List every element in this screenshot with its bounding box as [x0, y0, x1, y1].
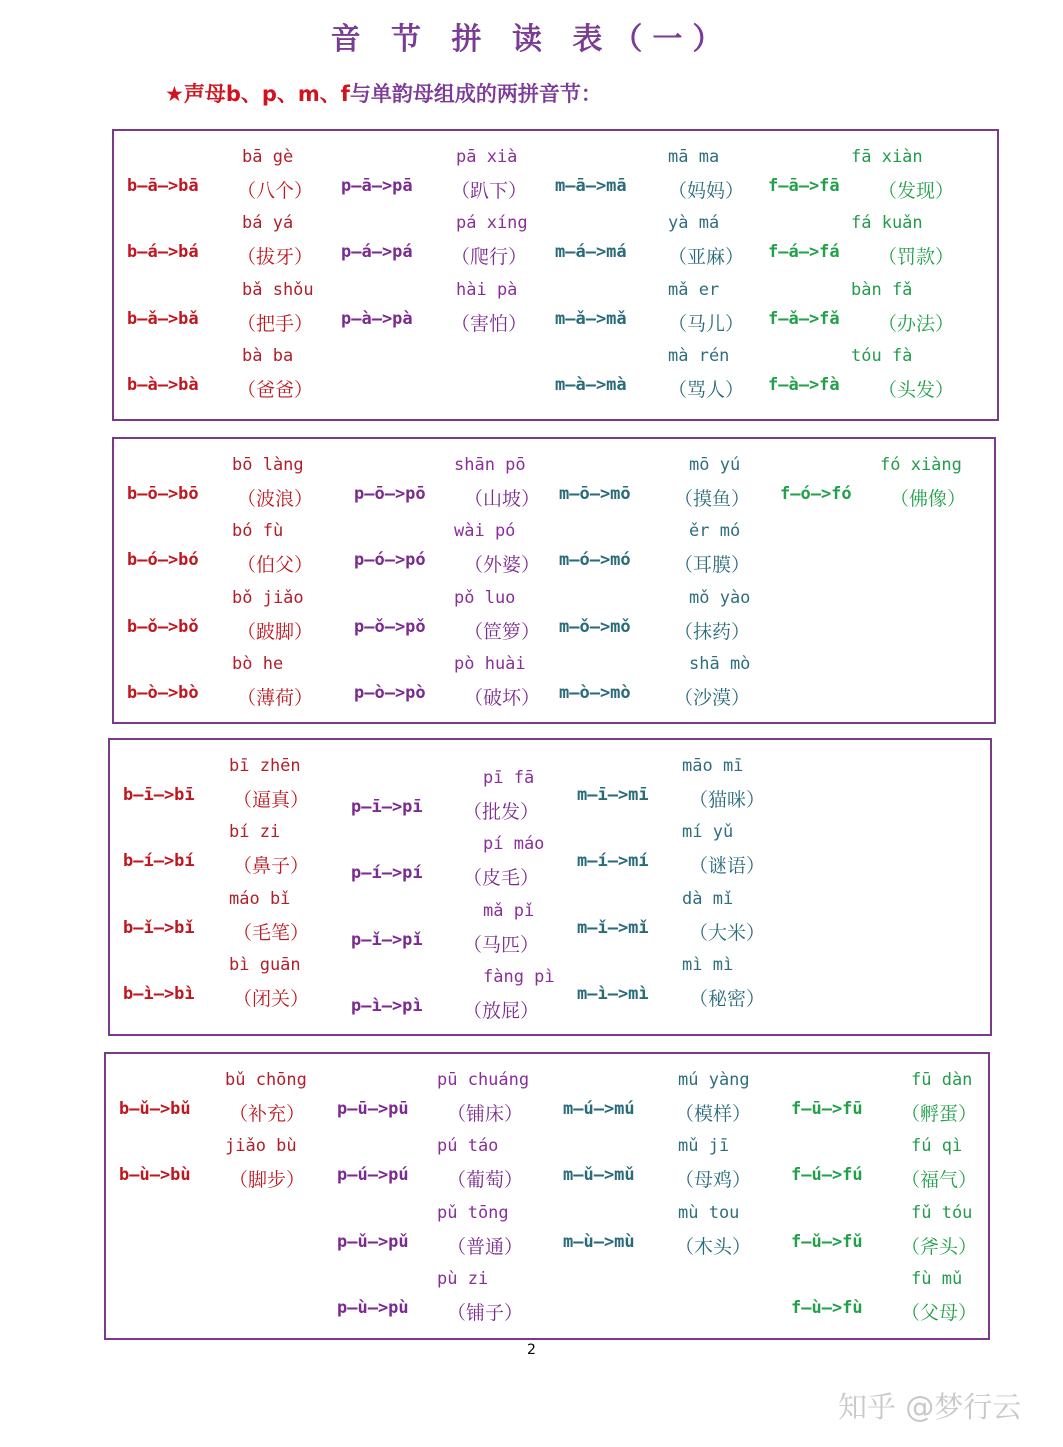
chinese-word: （趴下）: [451, 180, 528, 202]
chinese-word: （模样）: [675, 1103, 752, 1125]
spelling-formula: m—ǎ—>mǎ: [555, 308, 627, 329]
spelling-formula: p—ǐ—>pǐ: [351, 929, 423, 950]
chinese-word: （木头）: [675, 1235, 752, 1258]
chinese-word: （孵蛋）: [901, 1103, 978, 1125]
spelling-formula: m—í—>mí: [577, 851, 649, 872]
chinese-word: （毛笔）: [233, 921, 310, 944]
chinese-word: （八个）: [237, 180, 314, 202]
pinyin-word: pò huài: [454, 653, 526, 674]
pinyin-word: bàn fǎ: [851, 279, 913, 300]
spelling-formula: b—ì—>bì: [123, 983, 195, 1004]
pinyin-word: fú qì: [911, 1136, 963, 1157]
pinyin-word: wài pó: [454, 521, 516, 542]
section-heading-text: 与单韵母组成的两拼音节：: [349, 82, 602, 106]
chinese-word: （谜语）: [689, 855, 766, 878]
chinese-word: （皮毛）: [463, 867, 540, 890]
spelling-formula: m—ō—>mō: [559, 484, 631, 504]
pinyin-word: shān pō: [454, 455, 526, 475]
pinyin-word: bó fù: [232, 521, 284, 542]
chinese-word: （骂人）: [668, 378, 745, 401]
spelling-formula: b—ā—>bā: [127, 176, 199, 196]
syllable-table-4: [104, 1052, 990, 1340]
pinyin-word: fū dàn: [911, 1070, 973, 1090]
chinese-word: （福气）: [901, 1169, 978, 1192]
chinese-word: （铺子）: [447, 1301, 524, 1324]
spelling-formula: p—ò—>pò: [354, 682, 426, 703]
spelling-formula: b—ǎ—>bǎ: [127, 308, 199, 329]
chinese-word: （批发）: [463, 801, 540, 823]
pinyin-word: mō yú: [689, 455, 741, 475]
spelling-formula: f—ó—>fó: [780, 484, 852, 504]
spelling-formula: m—ǒ—>mǒ: [559, 616, 631, 637]
pinyin-word: fàng pì: [483, 966, 555, 987]
pinyin-word: yà má: [668, 213, 720, 234]
spelling-formula: m—ǔ—>mǔ: [563, 1165, 635, 1186]
chinese-word: （把手）: [237, 312, 314, 335]
spelling-formula: f—ǔ—>fǔ: [791, 1231, 863, 1252]
pinyin-word: fǔ tóu: [911, 1202, 973, 1223]
spelling-formula: m—à—>mà: [555, 374, 627, 395]
chinese-word: （亚麻）: [668, 246, 745, 269]
pinyin-word: mì mì: [682, 954, 734, 975]
chinese-word: （罚款）: [878, 246, 955, 269]
page-title: 音 节 拼 读 表（一）: [330, 22, 733, 57]
chinese-word: （补充）: [229, 1103, 306, 1125]
chinese-word: （脚步）: [229, 1169, 306, 1192]
pinyin-word: bō làng: [232, 455, 304, 475]
spelling-formula: b—ù—>bù: [119, 1165, 191, 1186]
pinyin-word: mā ma: [668, 147, 720, 167]
pinyin-word: bī zhēn: [229, 756, 301, 776]
chinese-word: （外婆）: [464, 554, 541, 577]
pinyin-word: pǒ luo: [454, 587, 516, 608]
spelling-formula: p—á—>pá: [341, 242, 413, 263]
chinese-word: （山坡）: [464, 488, 541, 510]
section-heading: [165, 78, 602, 108]
pinyin-word: mǔ jī: [678, 1136, 730, 1157]
spelling-formula: m—ī—>mī: [577, 785, 649, 805]
pinyin-word: mí yǔ: [682, 822, 734, 843]
chinese-word: （铺床）: [447, 1103, 524, 1125]
chinese-word: （秘密）: [689, 987, 766, 1010]
pinyin-word: fā xiàn: [851, 147, 923, 167]
spelling-formula: b—ò—>bò: [127, 682, 199, 703]
pinyin-word: pí máo: [483, 834, 545, 855]
spelling-formula: b—ō—>bō: [127, 484, 199, 504]
pinyin-word: pǔ tōng: [437, 1202, 509, 1223]
pinyin-word: bǒ jiǎo: [232, 587, 304, 608]
chinese-word: （抹药）: [674, 620, 751, 643]
chinese-word: （大米）: [689, 921, 766, 944]
spelling-formula: p—ǔ—>pǔ: [337, 1231, 409, 1252]
chinese-word: （跛脚）: [237, 620, 314, 643]
pinyin-word: jiǎo bù: [225, 1136, 297, 1157]
pinyin-word: bì guān: [229, 954, 301, 975]
chinese-word: （耳膜）: [674, 554, 751, 577]
syllable-table-2: [112, 437, 996, 724]
pinyin-word: dà mǐ: [682, 888, 734, 909]
pinyin-word: mǒ yào: [689, 587, 751, 608]
pinyin-word: hài pà: [456, 279, 518, 300]
chinese-word: （父母）: [901, 1301, 978, 1324]
spelling-formula: m—ó—>mó: [559, 550, 631, 571]
chinese-word: （闭关）: [233, 987, 310, 1010]
section-heading-initials: ★声母b、p、m、f: [165, 82, 350, 106]
chinese-word: （马儿）: [668, 312, 745, 335]
chinese-word: （沙漠）: [674, 686, 751, 709]
spelling-formula: b—ǒ—>bǒ: [127, 616, 199, 637]
spelling-formula: f—ú—>fú: [791, 1165, 863, 1186]
chinese-word: （普通）: [447, 1235, 524, 1258]
pinyin-word: pù zi: [437, 1268, 489, 1289]
spelling-formula: b—ó—>bó: [127, 550, 199, 571]
pinyin-word: máo bǐ: [229, 888, 291, 909]
spelling-formula: b—à—>bà: [127, 374, 199, 395]
spelling-formula: p—ā—>pā: [341, 176, 413, 196]
spelling-formula: b—ǐ—>bǐ: [123, 917, 195, 938]
pinyin-word: bǔ chōng: [225, 1070, 307, 1090]
chinese-word: （笸箩）: [464, 620, 541, 643]
chinese-word: （放屁）: [463, 999, 540, 1022]
spelling-formula: b—á—>bá: [127, 242, 199, 263]
spelling-formula: f—ā—>fā: [768, 176, 840, 196]
spelling-formula: m—ǐ—>mǐ: [577, 917, 649, 938]
pinyin-word: māo mī: [682, 756, 744, 776]
spelling-formula: m—ā—>mā: [555, 176, 627, 196]
pinyin-word: fó xiàng: [880, 455, 962, 475]
chinese-word: （发现）: [878, 180, 955, 202]
pinyin-word: mà rén: [668, 345, 730, 366]
pinyin-word: pū chuáng: [437, 1070, 530, 1090]
chinese-word: （破坏）: [464, 686, 541, 709]
pinyin-word: bǎ shǒu: [242, 279, 314, 300]
spelling-formula: f—à—>fà: [768, 374, 840, 395]
pinyin-word: fù mǔ: [911, 1268, 963, 1289]
spelling-formula: f—á—>fá: [768, 242, 840, 263]
chinese-word: （鼻子）: [233, 855, 310, 878]
pinyin-word: mù tou: [678, 1202, 740, 1223]
chinese-word: （母鸡）: [675, 1169, 752, 1192]
chinese-word: （佛像）: [890, 488, 967, 510]
spelling-formula: m—ú—>mú: [563, 1099, 635, 1119]
spelling-formula: b—ī—>bī: [123, 785, 195, 805]
chinese-word: （葡萄）: [447, 1169, 524, 1192]
pinyin-word: bí zi: [229, 822, 281, 843]
spelling-formula: p—ó—>pó: [354, 550, 426, 571]
chinese-word: （爬行）: [451, 246, 528, 269]
spelling-formula: p—à—>pà: [341, 308, 413, 329]
spelling-formula: p—í—>pí: [351, 863, 423, 884]
spelling-formula: p—ǒ—>pǒ: [354, 616, 426, 637]
spelling-formula: b—í—>bí: [123, 851, 195, 872]
chinese-word: （猫咪）: [689, 789, 766, 811]
pinyin-word: ěr mó: [689, 521, 741, 542]
spelling-formula: f—ǎ—>fǎ: [768, 308, 840, 329]
spelling-formula: p—ī—>pī: [351, 797, 423, 817]
chinese-word: （摸鱼）: [674, 488, 751, 510]
pinyin-word: pá xíng: [456, 213, 528, 234]
spelling-formula: f—ū—>fū: [791, 1099, 863, 1119]
spelling-formula: m—á—>má: [555, 242, 627, 263]
spelling-formula: p—ù—>pù: [337, 1297, 409, 1318]
pinyin-word: tóu fà: [851, 345, 913, 366]
spelling-formula: p—ū—>pū: [337, 1099, 409, 1119]
chinese-word: （薄荷）: [237, 686, 314, 709]
pinyin-word: fá kuǎn: [851, 213, 923, 234]
pinyin-word: mǎ er: [668, 279, 720, 300]
spelling-formula: f—ù—>fù: [791, 1297, 863, 1318]
pinyin-word: shā mò: [689, 653, 751, 674]
pinyin-word: pú táo: [437, 1136, 499, 1157]
spelling-formula: m—ò—>mò: [559, 682, 631, 703]
pinyin-word: mǎ pǐ: [483, 900, 535, 921]
pinyin-word: pī fā: [483, 768, 535, 788]
chinese-word: （害怕）: [451, 312, 528, 335]
chinese-word: （头发）: [878, 378, 955, 401]
spelling-formula: p—ì—>pì: [351, 995, 423, 1016]
spelling-formula: p—ō—>pō: [354, 484, 426, 504]
spelling-formula: p—ú—>pú: [337, 1165, 409, 1186]
chinese-word: （拔牙）: [237, 246, 314, 269]
spelling-formula: m—ì—>mì: [577, 983, 649, 1004]
pinyin-word: pā xià: [456, 147, 518, 167]
chinese-word: （马匹）: [463, 933, 540, 956]
pinyin-word: bò he: [232, 653, 284, 674]
pinyin-word: bá yá: [242, 213, 294, 234]
chinese-word: （逼真）: [233, 789, 310, 811]
chinese-word: （爸爸）: [237, 378, 314, 401]
pinyin-word: mú yàng: [678, 1070, 750, 1090]
chinese-word: （妈妈）: [668, 180, 745, 202]
watermark: 知乎 @梦行云: [838, 1390, 1022, 1424]
page-number: 2: [527, 1342, 536, 1358]
spelling-formula: b—ǔ—>bǔ: [119, 1099, 191, 1119]
chinese-word: （波浪）: [237, 488, 314, 510]
spelling-formula: m—ù—>mù: [563, 1231, 635, 1252]
pinyin-word: bà ba: [242, 345, 294, 366]
pinyin-word: bā gè: [242, 147, 294, 167]
chinese-word: （办法）: [878, 312, 955, 335]
chinese-word: （伯父）: [237, 554, 314, 577]
chinese-word: （斧头）: [901, 1235, 978, 1258]
